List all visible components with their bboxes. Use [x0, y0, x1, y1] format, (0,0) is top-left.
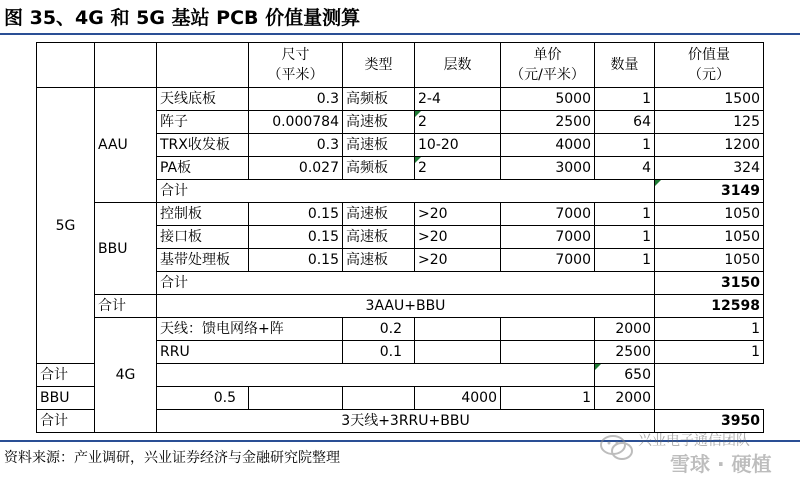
qty-cell: 4 [595, 157, 655, 180]
size-cell: 0.027 [249, 157, 343, 180]
price-cell: 7000 [501, 249, 595, 272]
header-blank-3 [157, 43, 249, 88]
qty-cell: 1 [595, 203, 655, 226]
header-blank-2 [95, 43, 157, 88]
layers-cell: 2 [415, 111, 501, 134]
total-formula: 3AAU+BBU [157, 295, 655, 318]
layers-cell: >20 [415, 203, 501, 226]
table-row [37, 88, 764, 111]
size-cell: 0.15 [249, 203, 343, 226]
subtotal-row [37, 364, 764, 387]
layers-cell: >20 [415, 249, 501, 272]
price-cell: 2000 [595, 318, 655, 341]
size-cell: 0.5 [157, 387, 249, 410]
value-cell: 125 [655, 111, 764, 134]
group-4g: 4G [95, 318, 157, 433]
component-name: BBU [37, 387, 157, 410]
value-cell: 1500 [655, 88, 764, 111]
qty-cell: 1 [595, 226, 655, 249]
wechat-icon [600, 434, 634, 462]
total-label: 合计 [95, 295, 157, 318]
component-name: RRU [157, 341, 343, 364]
table-row [37, 387, 764, 410]
header-blank-1 [37, 43, 95, 88]
component-name: 接口板 [157, 226, 249, 249]
subtotal-label: 合计 [37, 364, 595, 387]
layers-cell: 2-4 [415, 88, 501, 111]
qty-cell: 1 [501, 387, 595, 410]
price-cell: 4000 [501, 134, 595, 157]
type-cell: 高频板 [343, 157, 415, 180]
subtotal-value: 650 [595, 364, 655, 387]
header-unit-price: 单价 （元/平米） [501, 43, 595, 88]
layers-cell [343, 387, 415, 410]
qty-cell: 64 [595, 111, 655, 134]
value-cell: 324 [655, 157, 764, 180]
sub-group-aau: AAU [95, 88, 157, 203]
price-cell: 2500 [595, 341, 655, 364]
source-note: 资料来源：产业调研，兴业证券经济与金融研究院整理 [4, 450, 340, 466]
subtotal-value: 3150 [655, 272, 764, 295]
total-formula: 3天线+3RRU+BBU [157, 410, 655, 433]
subtotal-label: 合计 [157, 180, 655, 203]
value-cell: 2000 [595, 387, 655, 410]
size-cell: 0.3 [249, 88, 343, 111]
header-layers: 层数 [415, 43, 501, 88]
layers-cell: >20 [415, 226, 501, 249]
component-name: 阵子 [157, 111, 249, 134]
component-name: TRX收发板 [157, 134, 249, 157]
component-name: 天线底板 [157, 88, 249, 111]
size-cell: 0.15 [249, 226, 343, 249]
header-type: 类型 [343, 43, 415, 88]
qty-cell: 1 [595, 134, 655, 157]
group-5g: 5G [37, 88, 95, 364]
total-value: 12598 [655, 295, 764, 318]
layers-cell [501, 318, 595, 341]
total-row [37, 295, 764, 318]
type-cell [415, 318, 501, 341]
type-cell: 高频板 [343, 88, 415, 111]
subtotal-value: 3149 [655, 180, 764, 203]
type-cell: 高速板 [343, 226, 415, 249]
page-title: 图 35、4G 和 5G 基站 PCB 价值量测算 [4, 7, 361, 29]
watermark-line1: 兴业电子通信团队 [638, 433, 750, 449]
component-name: 控制板 [157, 203, 249, 226]
qty-cell: 1 [595, 249, 655, 272]
value-cell: 1050 [655, 226, 764, 249]
value-cell: 1050 [655, 249, 764, 272]
header-value: 价值量 （元） [655, 43, 764, 88]
price-cell: 5000 [501, 88, 595, 111]
total-label: 合计 [37, 410, 95, 433]
watermark-line2: 雪球 · 硬植 [670, 452, 772, 476]
pcb-value-table [36, 42, 764, 433]
size-cell: 0.000784 [249, 111, 343, 134]
layers-cell: 2 [415, 157, 501, 180]
type-cell: 高速板 [343, 249, 415, 272]
layers-cell: 10-20 [415, 134, 501, 157]
type-cell: 高速板 [343, 203, 415, 226]
layers-cell [501, 341, 595, 364]
title-rule [0, 33, 800, 35]
qty-cell: 1 [655, 341, 764, 364]
header-quantity: 数量 [595, 43, 655, 88]
price-cell: 4000 [415, 387, 501, 410]
size-cell: 0.15 [249, 249, 343, 272]
type-cell: 高速板 [343, 134, 415, 157]
type-cell: 高速板 [343, 111, 415, 134]
size-cell: 0.2 [343, 318, 415, 341]
value-cell: 1050 [655, 203, 764, 226]
qty-cell: 1 [655, 318, 764, 341]
table-row [37, 318, 764, 341]
value-cell: 1200 [655, 134, 764, 157]
price-cell: 7000 [501, 226, 595, 249]
qty-cell: 1 [595, 88, 655, 111]
component-name: PA板 [157, 157, 249, 180]
sub-group-bbu: BBU [95, 203, 157, 295]
size-cell: 0.3 [249, 134, 343, 157]
type-cell [249, 387, 343, 410]
type-cell [415, 341, 501, 364]
component-name: 天线：馈电网络+阵 [157, 318, 343, 341]
price-cell: 7000 [501, 203, 595, 226]
watermark [600, 430, 790, 474]
header-row [37, 43, 764, 88]
table-row [37, 203, 764, 226]
size-cell: 0.1 [343, 341, 415, 364]
header-size: 尺寸 （平米） [249, 43, 343, 88]
subtotal-label: 合计 [157, 272, 655, 295]
price-cell: 2500 [501, 111, 595, 134]
total-value: 3950 [655, 410, 764, 433]
component-name: 基带处理板 [157, 249, 249, 272]
price-cell: 3000 [501, 157, 595, 180]
